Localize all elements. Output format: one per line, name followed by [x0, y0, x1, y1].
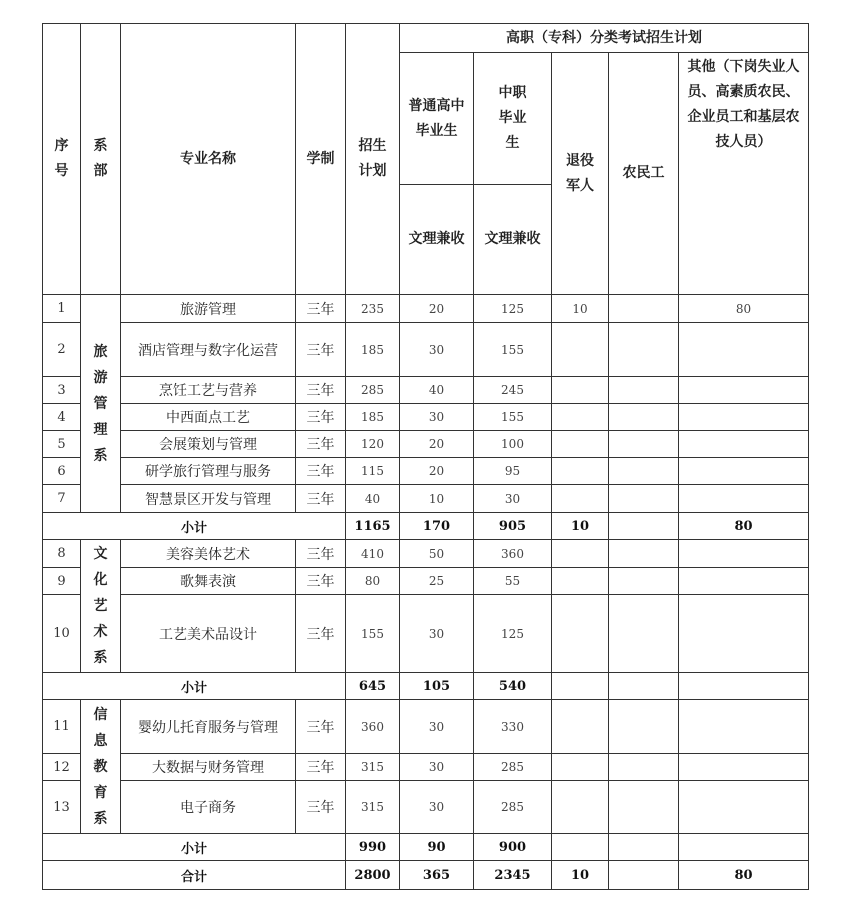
row-years: 三年: [296, 781, 346, 834]
subtotal-label: 小计: [43, 834, 346, 861]
row-years: 三年: [296, 458, 346, 485]
subtotal-plan: 1165: [346, 513, 400, 540]
row-hs: 30: [400, 781, 474, 834]
table-row: [43, 377, 809, 404]
subtotal-mw: [609, 513, 679, 540]
row-major: 电子商务: [121, 781, 296, 834]
row-years: 三年: [296, 568, 346, 595]
row-plan: 120: [346, 431, 400, 458]
row-mw: [609, 377, 679, 404]
subtotal-other: [679, 673, 809, 700]
table-row: [43, 458, 809, 485]
row-vet: [552, 540, 609, 568]
row-plan: 285: [346, 377, 400, 404]
row-mw: [609, 700, 679, 754]
row-major: 大数据与财务管理: [121, 754, 296, 781]
row-no: 5: [43, 431, 81, 458]
row-vs: 30: [474, 485, 552, 513]
row-vet: [552, 458, 609, 485]
table-row: [43, 295, 809, 323]
header-highschool: 普通高中毕业生: [400, 53, 474, 185]
subtotal-vs: 900: [474, 834, 552, 861]
row-vs: 285: [474, 781, 552, 834]
row-vs: 125: [474, 295, 552, 323]
row-mw: [609, 595, 679, 673]
subtotal-mw: [609, 673, 679, 700]
row-major: 研学旅行管理与服务: [121, 458, 296, 485]
row-major: 中西面点工艺: [121, 404, 296, 431]
header-highschool-sub: 文理兼收: [400, 185, 474, 295]
row-no: 4: [43, 404, 81, 431]
row-hs: 20: [400, 431, 474, 458]
row-plan: 360: [346, 700, 400, 754]
subtotal-plan: 645: [346, 673, 400, 700]
row-hs: 30: [400, 323, 474, 377]
row-vs: 125: [474, 595, 552, 673]
row-no: 7: [43, 485, 81, 513]
row-other: [679, 568, 809, 595]
row-hs: 30: [400, 404, 474, 431]
row-plan: 185: [346, 404, 400, 431]
row-major: 会展策划与管理: [121, 431, 296, 458]
row-major: 智慧景区开发与管理: [121, 485, 296, 513]
total-row: [43, 861, 809, 890]
row-no: 12: [43, 754, 81, 781]
row-hs: 20: [400, 458, 474, 485]
row-vs: 360: [474, 540, 552, 568]
row-other: [679, 377, 809, 404]
row-hs: 10: [400, 485, 474, 513]
row-vet: [552, 485, 609, 513]
row-plan: 315: [346, 781, 400, 834]
row-years: 三年: [296, 431, 346, 458]
row-hs: 30: [400, 700, 474, 754]
enrollment-plan-table: [42, 23, 809, 890]
total-other: 80: [679, 861, 809, 890]
row-plan: 185: [346, 323, 400, 377]
dept-name: 旅游管理系: [81, 295, 121, 513]
total-vet: 10: [552, 861, 609, 890]
subtotal-label: 小计: [43, 513, 346, 540]
row-years: 三年: [296, 295, 346, 323]
row-hs: 40: [400, 377, 474, 404]
header-plan: 招生计划: [346, 24, 400, 295]
row-other: [679, 431, 809, 458]
row-vet: [552, 404, 609, 431]
row-vet: [552, 568, 609, 595]
row-vs: 330: [474, 700, 552, 754]
row-mw: [609, 568, 679, 595]
subtotal-hs: 105: [400, 673, 474, 700]
row-plan: 315: [346, 754, 400, 781]
row-mw: [609, 431, 679, 458]
row-no: 6: [43, 458, 81, 485]
header-major: 专业名称: [121, 24, 296, 295]
row-vet: [552, 781, 609, 834]
header-migrant-workers: 农民工: [609, 53, 679, 295]
row-mw: [609, 754, 679, 781]
row-no: 10: [43, 595, 81, 673]
row-vet: 10: [552, 295, 609, 323]
table-row: [43, 781, 809, 834]
total-mw: [609, 861, 679, 890]
row-vs: 155: [474, 323, 552, 377]
row-mw: [609, 485, 679, 513]
subtotal-plan: 990: [346, 834, 400, 861]
row-years: 三年: [296, 540, 346, 568]
row-other: [679, 754, 809, 781]
table-row: [43, 485, 809, 513]
row-major: 歌舞表演: [121, 568, 296, 595]
row-no: 11: [43, 700, 81, 754]
subtotal-vet: [552, 834, 609, 861]
row-vet: [552, 754, 609, 781]
total-hs: 365: [400, 861, 474, 890]
row-plan: 80: [346, 568, 400, 595]
total-vs: 2345: [474, 861, 552, 890]
row-years: 三年: [296, 404, 346, 431]
row-years: 三年: [296, 323, 346, 377]
row-mw: [609, 458, 679, 485]
subtotal-vs: 540: [474, 673, 552, 700]
row-years: 三年: [296, 377, 346, 404]
dept-name: 信息教育系: [81, 700, 121, 834]
row-vet: [552, 431, 609, 458]
row-hs: 20: [400, 295, 474, 323]
row-vs: 55: [474, 568, 552, 595]
row-mw: [609, 323, 679, 377]
row-vet: [552, 323, 609, 377]
header-dept: 系部: [81, 24, 121, 295]
row-other: [679, 458, 809, 485]
row-other: [679, 700, 809, 754]
row-mw: [609, 404, 679, 431]
header-other: 其他（下岗失业人员、高素质农民、企业员工和基层农技人员）: [679, 53, 809, 295]
header-vocational-sub: 文理兼收: [474, 185, 552, 295]
subtotal-other: [679, 834, 809, 861]
row-years: 三年: [296, 700, 346, 754]
row-vs: 155: [474, 404, 552, 431]
row-no: 2: [43, 323, 81, 377]
row-mw: [609, 781, 679, 834]
table-row: [43, 595, 809, 673]
row-plan: 155: [346, 595, 400, 673]
row-plan: 40: [346, 485, 400, 513]
row-hs: 25: [400, 568, 474, 595]
row-other: [679, 404, 809, 431]
row-other: [679, 540, 809, 568]
header-no: 序号: [43, 24, 81, 295]
row-hs: 50: [400, 540, 474, 568]
row-mw: [609, 540, 679, 568]
row-major: 旅游管理: [121, 295, 296, 323]
header-veterans: 退役军人: [552, 53, 609, 295]
row-plan: 410: [346, 540, 400, 568]
subtotal-vet: 10: [552, 513, 609, 540]
row-other: [679, 781, 809, 834]
row-years: 三年: [296, 485, 346, 513]
row-plan: 235: [346, 295, 400, 323]
subtotal-label: 小计: [43, 673, 346, 700]
row-years: 三年: [296, 754, 346, 781]
table-row: [43, 431, 809, 458]
row-hs: 30: [400, 595, 474, 673]
subtotal-vet: [552, 673, 609, 700]
dept-name: 文化艺术系: [81, 540, 121, 673]
row-other: [679, 595, 809, 673]
row-vs: 95: [474, 458, 552, 485]
subtotal-row: [43, 834, 809, 861]
table-row: [43, 404, 809, 431]
subtotal-vs: 905: [474, 513, 552, 540]
row-no: 8: [43, 540, 81, 568]
subtotal-other: 80: [679, 513, 809, 540]
row-other: [679, 485, 809, 513]
row-years: 三年: [296, 595, 346, 673]
row-vet: [552, 377, 609, 404]
row-other: 80: [679, 295, 809, 323]
table-row: [43, 700, 809, 754]
header-vocational: 中职毕业生: [474, 53, 552, 185]
row-other: [679, 323, 809, 377]
row-major: 酒店管理与数字化运营: [121, 323, 296, 377]
subtotal-hs: 90: [400, 834, 474, 861]
header-group-title: 高职（专科）分类考试招生计划: [400, 24, 809, 53]
row-mw: [609, 295, 679, 323]
row-no: 1: [43, 295, 81, 323]
row-major: 烹饪工艺与营养: [121, 377, 296, 404]
table-row: [43, 540, 809, 568]
table-row: [43, 323, 809, 377]
subtotal-row: [43, 673, 809, 700]
subtotal-hs: 170: [400, 513, 474, 540]
subtotal-row: [43, 513, 809, 540]
total-label: 合计: [43, 861, 346, 890]
row-vet: [552, 595, 609, 673]
row-no: 9: [43, 568, 81, 595]
row-vs: 285: [474, 754, 552, 781]
row-plan: 115: [346, 458, 400, 485]
row-no: 13: [43, 781, 81, 834]
row-vs: 100: [474, 431, 552, 458]
row-no: 3: [43, 377, 81, 404]
row-major: 工艺美术品设计: [121, 595, 296, 673]
subtotal-mw: [609, 834, 679, 861]
row-major: 婴幼儿托育服务与管理: [121, 700, 296, 754]
table-row: [43, 568, 809, 595]
header-years: 学制: [296, 24, 346, 295]
total-plan: 2800: [346, 861, 400, 890]
row-major: 美容美体艺术: [121, 540, 296, 568]
row-vet: [552, 700, 609, 754]
table-row: [43, 754, 809, 781]
row-vs: 245: [474, 377, 552, 404]
row-hs: 30: [400, 754, 474, 781]
